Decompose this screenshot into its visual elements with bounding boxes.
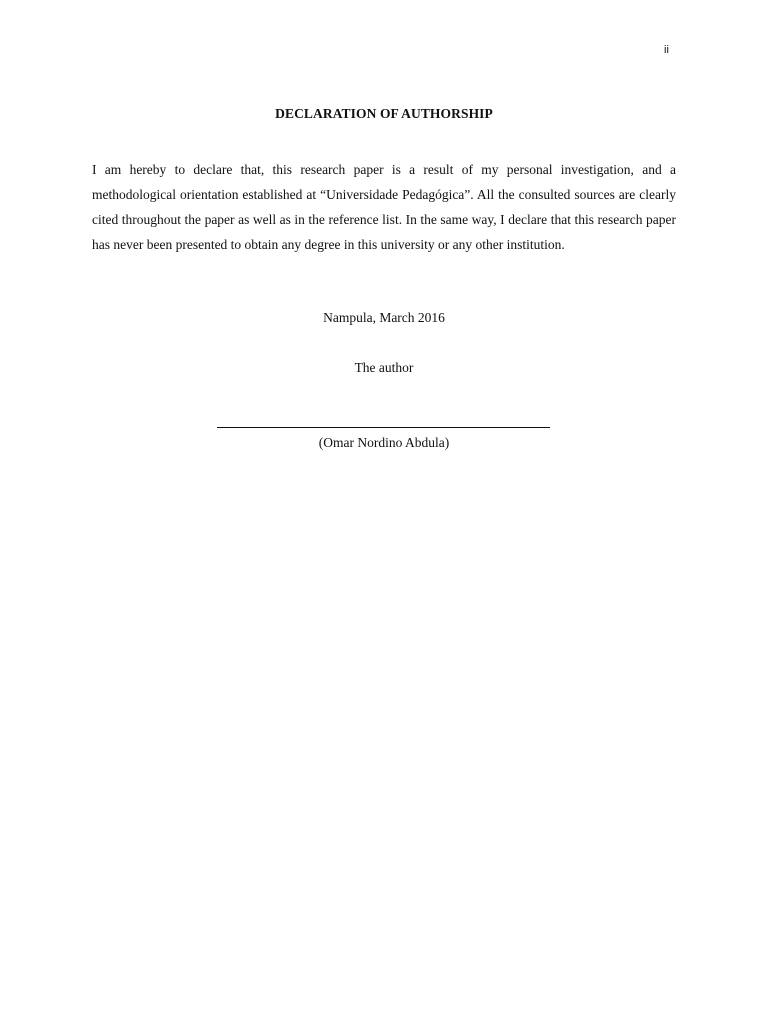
place-and-date: Nampula, March 2016 — [323, 310, 445, 325]
declaration-paragraph: I am hereby to declare that, this research paper is a result of my personal investigation, and a methodological orientation established at “Universidade Pedagógica”. All the consulted sources are clearly cited throughout the paper as well as in the reference list. In the same way, I declare that this research paper has never been presented to obtain any degree in this university or any other institution. — [92, 162, 676, 252]
author-label: The author — [354, 360, 414, 375]
page-number: ii — [664, 44, 669, 56]
author-name: (Omar Nordino Abdula) — [318, 435, 450, 450]
page-title: DECLARATION OF AUTHORSHIP — [275, 106, 493, 121]
signature-line — [217, 427, 550, 428]
